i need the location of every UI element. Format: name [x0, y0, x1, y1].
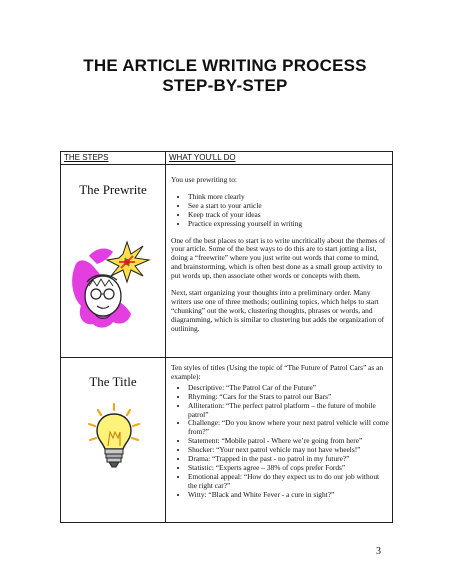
page-number: 3	[376, 546, 381, 557]
list-item: • Practice expressing yourself in writing	[188, 220, 389, 229]
list-item: • Challenge: “Do you know where your next patrol vehicle will come from?”	[188, 419, 389, 437]
header-steps: THE STEPS	[64, 153, 109, 162]
list-item: • Shocker: “Your next patrol vehicle may not have wheels!”	[188, 446, 389, 455]
title-bullet-list	[171, 384, 389, 500]
list-item: • Statement: “Mobile patrol - Where we’re going from here”	[188, 437, 389, 446]
step-name-title: The Title	[89, 374, 137, 389]
list-item: • Witty: “Black and White Fever - a cure in sight?”	[188, 491, 389, 500]
prewrite-paragraph: One of the best places to start is to write uncritically about the themes of your article. Some of the best ways to do this are to start jotting a list, doing a “freewrite” where you just write out words that come to mind, and brainstorming, which is often best done as a small group activity to put words up, then associate other words or concepts with them.	[171, 235, 386, 281]
header-divider	[61, 164, 392, 165]
prewrite-content	[171, 176, 389, 342]
title-content	[171, 364, 389, 500]
prewrite-intro: You use prewriting to:	[171, 175, 237, 184]
title-intro: Ten styles of titles (Using the topic of “The Future of Patrol Cars” as an example):	[171, 363, 384, 381]
list-item: • Rhyming: “Cars for the Stars to patrol our Bars”	[188, 393, 389, 402]
list-item: • Emotional appeal: “How do they expect us to do our job without the right car?”	[188, 473, 389, 491]
list-item: • Drama: “Trapped in the past - no patrol in my future?”	[188, 455, 389, 464]
step-name-prewrite: The Prewrite	[79, 182, 147, 197]
list-item: • Think more clearly	[188, 193, 389, 202]
prewrite-bullet-list	[171, 193, 389, 229]
lightbulb-icon	[86, 402, 142, 482]
list-item: • See a start to your article	[188, 202, 389, 211]
list-item: • Descriptive: “The Patrol Car of the Future”	[188, 384, 389, 393]
list-item: • Alliteration: “The perfect patrol platform – the future of mobile patrol”	[188, 402, 389, 420]
document-title: THE ARTICLE WRITING PROCESS	[83, 56, 367, 75]
girl-with-lightbulb-idea-illustration	[69, 236, 157, 336]
list-item: • Statistic: “Experts agree – 38% of cops prefer Fords”	[188, 464, 389, 473]
header-what-youll-do: WHAT YOU'LL DO	[169, 153, 236, 162]
steps-table	[60, 151, 393, 523]
column-divider	[165, 152, 166, 522]
prewrite-paragraph: Next, start organizing your thoughts into a preliminary order. Many writers use one of three methods; outlining topics, which helps to start “chunking” out the work, clustering thoughts, phrases or words, and diagramming, which is similar to clustering but adds the organization of outlining.	[171, 288, 385, 333]
document-subtitle: STEP-BY-STEP	[162, 76, 288, 95]
list-item: • Keep track of your ideas	[188, 211, 389, 220]
row-divider	[61, 357, 392, 358]
